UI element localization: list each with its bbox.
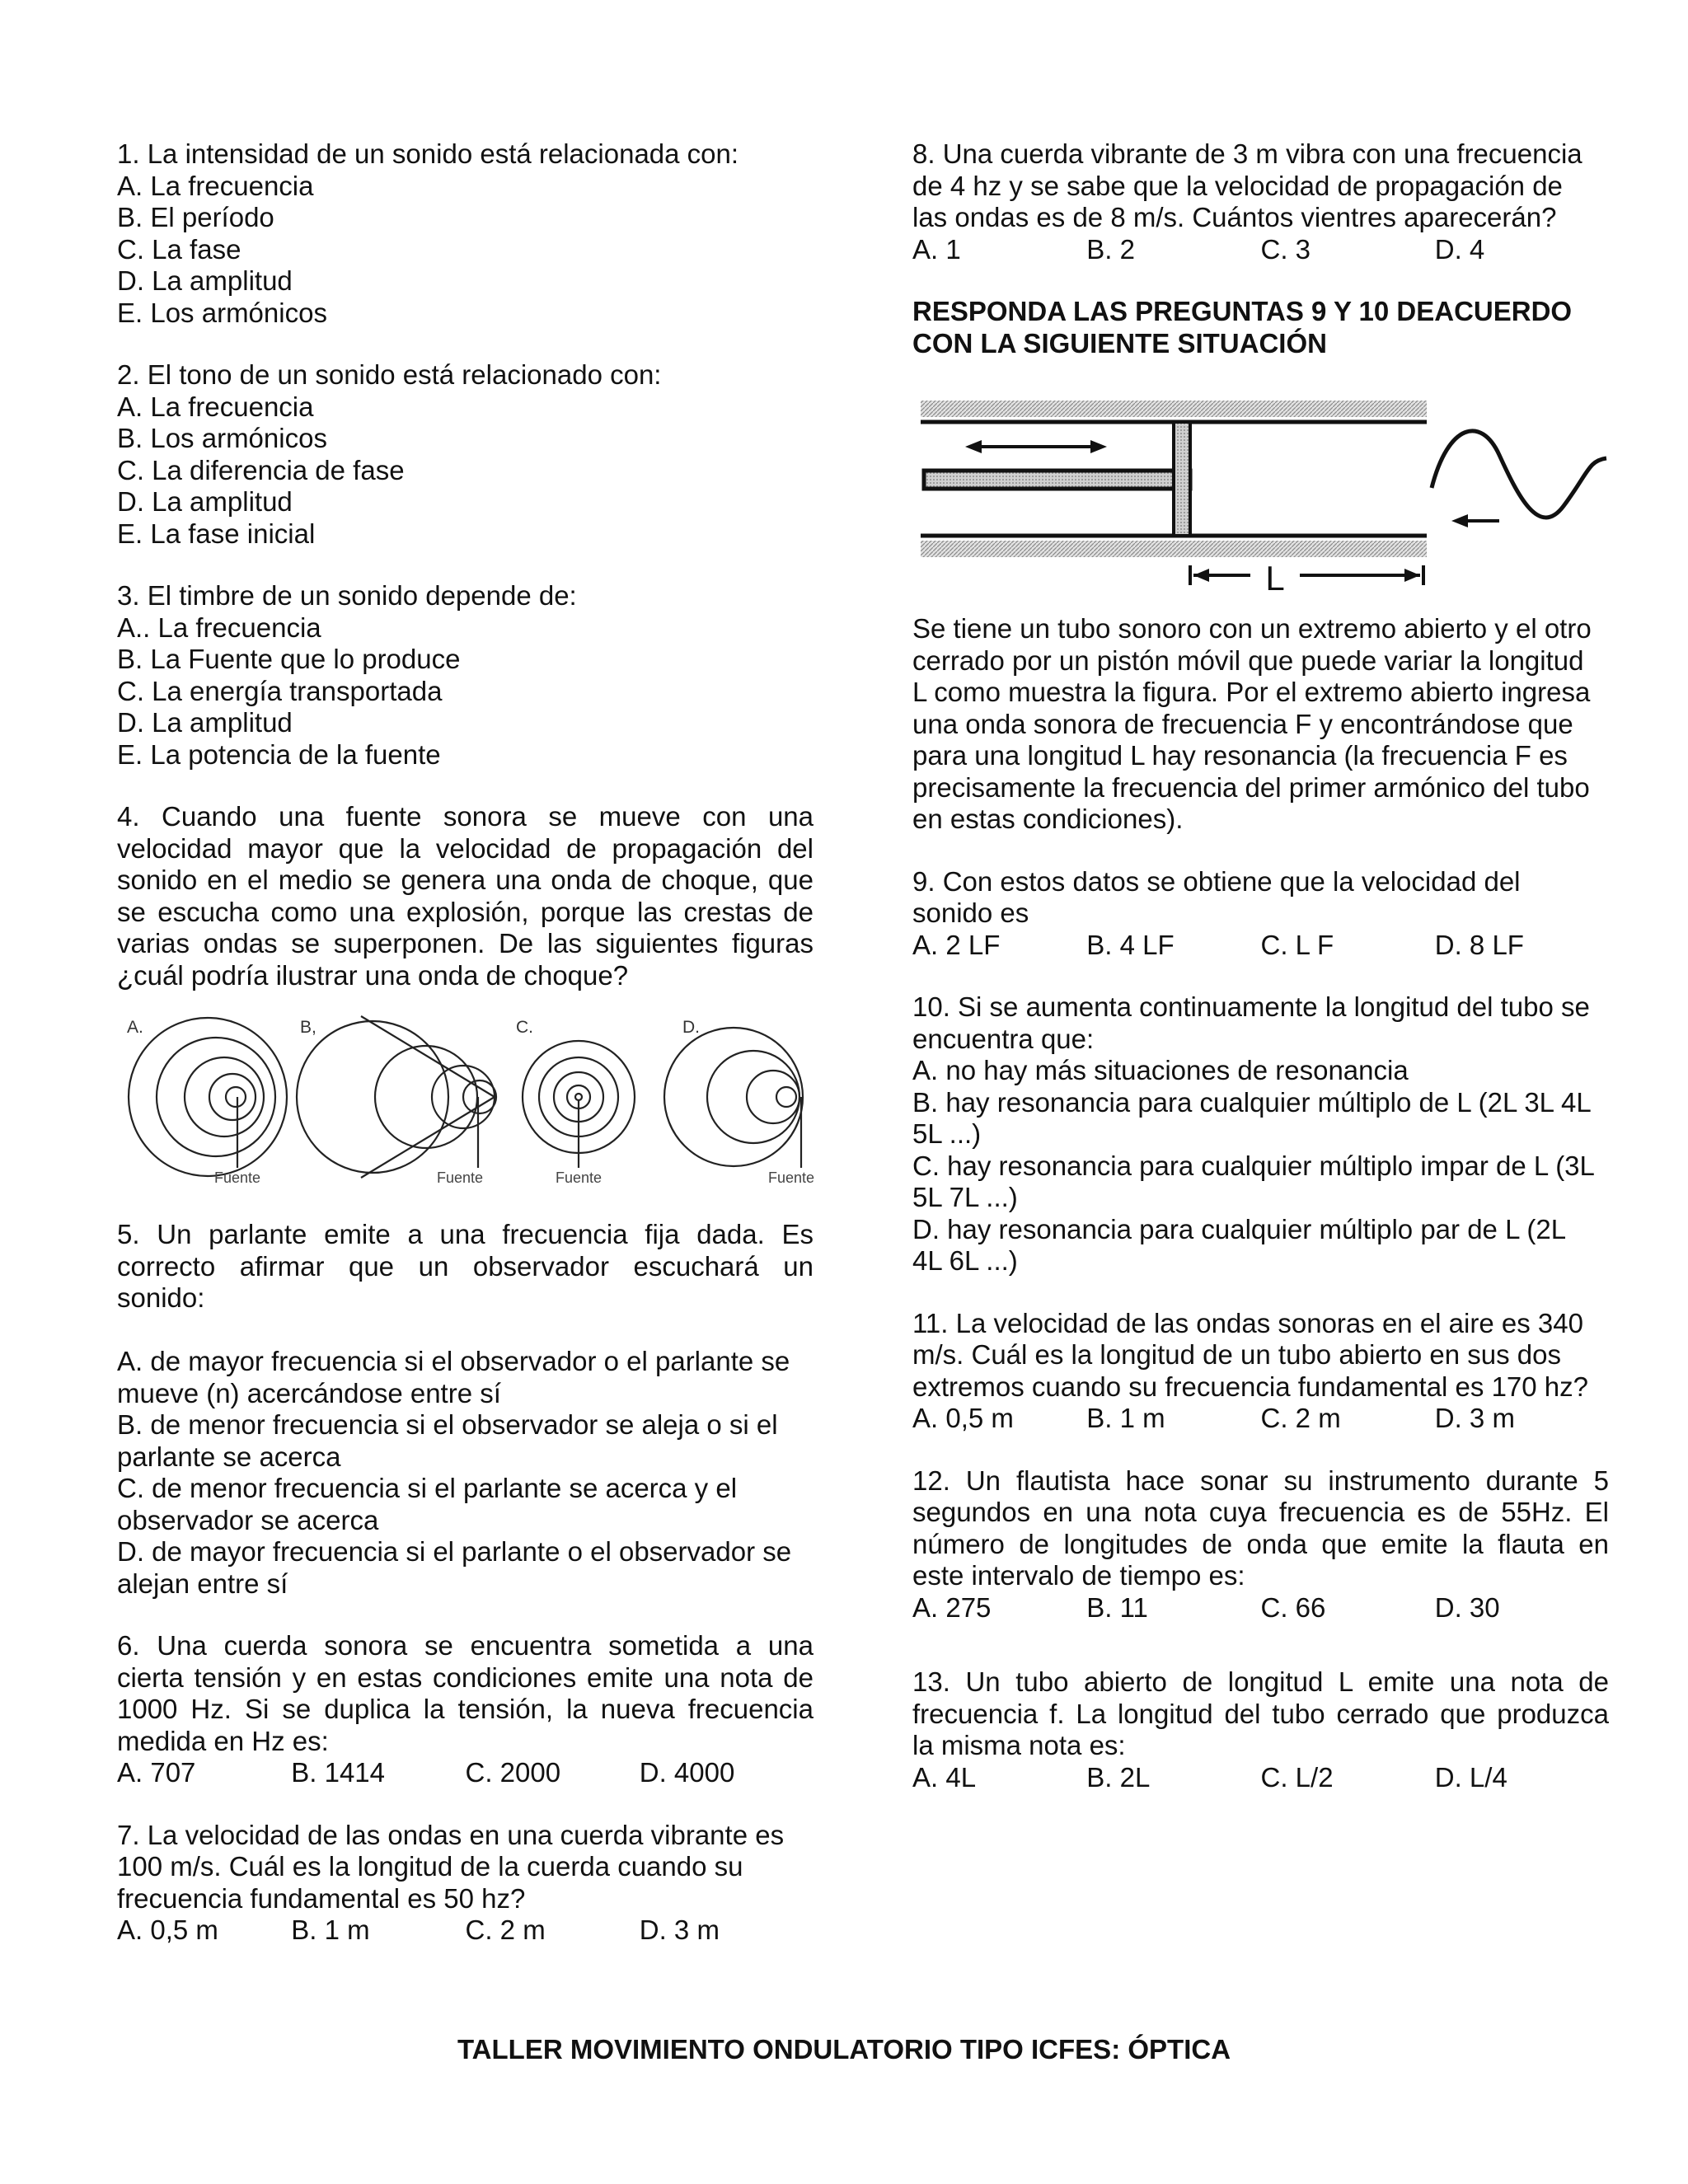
q11-option-d: D. 3 m bbox=[1434, 1403, 1515, 1433]
question-4-line: velocidad mayor que la velocidad de propagación del bbox=[117, 832, 814, 864]
question-6-line: 6. Una cuerda sonora se encuentra sometida a una bbox=[117, 1630, 814, 1661]
question-10-line: encuentra que: bbox=[912, 1023, 1095, 1054]
description-line: en estas condiciones). bbox=[912, 804, 1184, 834]
question-9-line: 9. Con estos datos se obtiene que la velocidad del bbox=[912, 865, 1521, 897]
question-7-line: frecuencia fundamental es 50 hz? bbox=[117, 1882, 526, 1914]
q8-options bbox=[912, 234, 1609, 266]
description-line: para una longitud L hay resonancia (la frecuencia F es bbox=[912, 740, 1568, 771]
question-13 bbox=[912, 1666, 1609, 1793]
section-heading bbox=[912, 296, 1609, 359]
question-10-line: 10. Si se aumenta continuamente la longitud del tubo se bbox=[912, 991, 1590, 1022]
q11-option-b: B. 1 m bbox=[1086, 1403, 1165, 1433]
q9-option-d: D. 8 LF bbox=[1434, 929, 1524, 960]
situation-description bbox=[912, 613, 1609, 836]
piston-head bbox=[1174, 422, 1190, 536]
question-6-line: medida en Hz es: bbox=[117, 1725, 329, 1756]
question-4 bbox=[117, 801, 814, 991]
question-4-line: se escucha como una explosión, porque las crestas de bbox=[117, 896, 814, 927]
q6-option-a: A. 707 bbox=[117, 1757, 196, 1788]
question-5-line: 5. Un parlante emite a una frecuencia fija dada. Es bbox=[117, 1219, 814, 1249]
question-13-line: la misma nota es: bbox=[912, 1730, 1126, 1760]
q13-options bbox=[912, 1762, 1609, 1794]
piston-motion-arrow bbox=[965, 440, 1107, 453]
q1-option-a: A. La frecuencia bbox=[117, 170, 314, 201]
question-3-stem: 3. El timbre de un sonido depende de: bbox=[117, 580, 577, 611]
shock-wave-figure bbox=[117, 1005, 818, 1194]
q10-option-d-cont: 4L 6L ...) bbox=[912, 1245, 1018, 1276]
tube-upper-wall bbox=[921, 401, 1427, 417]
q3-option-d: D. La amplitud bbox=[117, 707, 293, 738]
q10-option-b-cont: 5L ...) bbox=[912, 1118, 982, 1149]
q8-option-a: A. 1 bbox=[912, 233, 961, 265]
q5-option-c-cont: observador se acerca bbox=[117, 1504, 379, 1535]
q10-option-c-cont: 5L 7L ...) bbox=[912, 1182, 1018, 1212]
question-8-line: de 4 hz y se sabe que la velocidad de propagación de bbox=[912, 170, 1563, 201]
question-11-line: extremos cuando su frecuencia fundamental es 170 hz? bbox=[912, 1371, 1589, 1402]
q1-option-b: B. El período bbox=[117, 202, 274, 232]
question-5 bbox=[117, 1219, 814, 1600]
question-8 bbox=[912, 138, 1609, 265]
source-label-a: Fuente bbox=[214, 1169, 261, 1186]
q10-option-b: B. hay resonancia para cualquier múltiplo de L (2L 3L 4L bbox=[912, 1086, 1592, 1118]
question-4-line: varias ondas se superponen. De las siguientes figuras bbox=[117, 928, 814, 958]
q9-option-b: B. 4 LF bbox=[1086, 929, 1175, 960]
q5-option-d-cont: alejan entre sí bbox=[117, 1568, 288, 1599]
q3-option-a: A.. La frecuencia bbox=[117, 612, 321, 643]
question-6-line: 1000 Hz. Si se duplica la tensión, la nueva frecuencia bbox=[117, 1694, 814, 1724]
q2-option-d: D. La amplitud bbox=[117, 486, 293, 517]
q13-option-a: A. 4L bbox=[912, 1761, 977, 1793]
question-8-line: 8. Una cuerda vibrante de 3 m vibra con una frecuencia bbox=[912, 138, 1582, 169]
page-footer-title: TALLER MOVIMIENTO ONDULATORIO TIPO ICFES: ÓPTICA bbox=[457, 2034, 1231, 2064]
q8-option-c: C. 3 bbox=[1260, 233, 1311, 265]
q5-option-a: A. de mayor frecuencia si el observador o el parlante se bbox=[117, 1346, 790, 1376]
question-12-line: segundos en una nota cuya frecuencia es de 55Hz. El bbox=[912, 1497, 1609, 1527]
question-12-line: número de longitudes de onda que emite la flauta en bbox=[912, 1528, 1609, 1559]
question-1-stem: 1. La intensidad de un sonido está relacionada con: bbox=[117, 138, 739, 169]
q5-option-d: D. de mayor frecuencia si el parlante o el observador se bbox=[117, 1536, 792, 1567]
figure-a-circles bbox=[129, 1018, 287, 1176]
q1-option-d: D. La amplitud bbox=[117, 265, 293, 296]
q9-option-c: C. L F bbox=[1260, 929, 1334, 960]
description-line: Se tiene un tubo sonoro con un extremo abierto y el otro bbox=[912, 613, 1592, 644]
question-13-line: 13. Un tubo abierto de longitud L emite una nota de bbox=[912, 1666, 1609, 1697]
question-5-line: correcto afirmar que un observador escuchará un bbox=[117, 1250, 814, 1282]
question-9 bbox=[912, 866, 1609, 962]
section-heading-line: CON LA SIGUIENTE SITUACIÓN bbox=[912, 327, 1327, 359]
question-8-line: las ondas es de 8 m/s. Cuántos vientres aparecerán? bbox=[912, 202, 1557, 232]
incoming-wave-arrow bbox=[1451, 514, 1499, 527]
q6-option-d: D. 4000 bbox=[639, 1757, 735, 1788]
question-2-stem: 2. El tono de un sonido está relacionado con: bbox=[117, 359, 662, 390]
q2-option-c: C. La diferencia de fase bbox=[117, 454, 405, 485]
q2-option-e: E. La fase inicial bbox=[117, 518, 316, 549]
q3-option-c: C. La energía transportada bbox=[117, 675, 443, 706]
q13-option-c: C. L/2 bbox=[1260, 1761, 1334, 1793]
sound-wave-icon bbox=[1432, 431, 1606, 518]
q5-option-a-cont: mueve (n) acercándose entre sí bbox=[117, 1377, 501, 1408]
q5-option-b-cont: parlante se acerca bbox=[117, 1441, 341, 1472]
q13-option-b: B. 2L bbox=[1086, 1761, 1151, 1793]
question-10 bbox=[912, 991, 1609, 1277]
q6-option-c: C. 2000 bbox=[465, 1757, 561, 1788]
question-4-line: sonido en el medio se genera una onda de choque, que bbox=[117, 865, 814, 895]
section-heading-line: RESPONDA LAS PREGUNTAS 9 Y 10 DEACUERDO bbox=[912, 296, 1573, 326]
question-5-line: sonido: bbox=[117, 1282, 205, 1313]
question-12-line: 12. Un flautista hace sonar su instrumento durante 5 bbox=[912, 1465, 1609, 1496]
question-13-line: frecuencia f. La longitud del tubo cerrado que produzca bbox=[912, 1698, 1609, 1729]
q8-option-b: B. 2 bbox=[1086, 233, 1135, 265]
description-line: L como muestra la figura. Por el extremo abierto ingresa bbox=[912, 677, 1591, 707]
q7-options bbox=[117, 1915, 814, 1947]
q6-option-b: B. 1414 bbox=[291, 1757, 386, 1788]
piston-rod bbox=[924, 471, 1190, 489]
source-label-b: Fuente bbox=[437, 1169, 484, 1186]
question-1 bbox=[117, 138, 814, 329]
question-6 bbox=[117, 1630, 814, 1789]
q7-option-a: A. 0,5 m bbox=[117, 1915, 218, 1945]
q2-option-a: A. La frecuencia bbox=[117, 391, 314, 422]
question-11-line: m/s. Cuál es la longitud de un tubo abierto en sus dos bbox=[912, 1339, 1561, 1370]
question-4-line: ¿cuál podría ilustrar una onda de choque? bbox=[117, 959, 629, 991]
figure-letter-a: A. bbox=[127, 1018, 143, 1037]
figure-b-circles bbox=[297, 1016, 496, 1178]
q10-option-c: C. hay resonancia para cualquier múltiplo impar de L (3L bbox=[912, 1150, 1595, 1181]
q2-option-b: B. Los armónicos bbox=[117, 423, 327, 453]
q3-option-e: E. La potencia de la fuente bbox=[117, 738, 441, 770]
question-3 bbox=[117, 580, 814, 771]
question-9-line: sonido es bbox=[912, 898, 1029, 928]
figure-letter-d: D. bbox=[682, 1018, 700, 1037]
description-line: cerrado por un pistón móvil que puede variar la longitud bbox=[912, 644, 1584, 676]
tube-piston-figure bbox=[912, 382, 1609, 605]
q11-option-a: A. 0,5 m bbox=[912, 1403, 1014, 1433]
q8-option-d: D. 4 bbox=[1434, 233, 1485, 265]
question-11-line: 11. La velocidad de las ondas sonoras en el aire es 340 bbox=[912, 1307, 1583, 1338]
question-2 bbox=[117, 359, 814, 550]
figure-letter-c: C. bbox=[516, 1018, 533, 1037]
tube-lower-wall bbox=[921, 541, 1427, 557]
q9-option-a: A. 2 LF bbox=[912, 929, 1001, 960]
description-line: una onda sonora de frecuencia F y encontrándose que bbox=[912, 708, 1573, 739]
q3-option-b: B. La Fuente que lo produce bbox=[117, 644, 461, 674]
q10-option-a: A. no hay más situaciones de resonancia bbox=[912, 1055, 1409, 1085]
q7-option-c: C. 2 m bbox=[465, 1915, 546, 1945]
q13-option-d: D. L/4 bbox=[1434, 1761, 1507, 1793]
source-label-c: Fuente bbox=[556, 1169, 603, 1186]
q12-option-d: D. 30 bbox=[1434, 1591, 1500, 1623]
q12-options bbox=[912, 1592, 1609, 1624]
q7-option-d: D. 3 m bbox=[639, 1915, 720, 1945]
q10-option-d: D. hay resonancia para cualquier múltiplo par de L (2L bbox=[912, 1213, 1567, 1244]
question-12 bbox=[912, 1465, 1609, 1624]
length-indicator bbox=[1190, 565, 1423, 585]
right-column bbox=[912, 138, 1609, 1824]
q12-option-a: A. 275 bbox=[912, 1591, 992, 1623]
q5-option-c: C. de menor frecuencia si el parlante se acerca y el bbox=[117, 1473, 738, 1503]
q11-option-c: C. 2 m bbox=[1260, 1403, 1341, 1433]
q12-option-c: C. 66 bbox=[1260, 1591, 1326, 1623]
left-column bbox=[117, 138, 814, 1977]
figure-d-circles bbox=[664, 1028, 803, 1168]
q6-options bbox=[117, 1757, 814, 1789]
q12-option-b: B. 11 bbox=[1086, 1591, 1148, 1623]
q5-option-b: B. de menor frecuencia si el observador se aleja o si el bbox=[117, 1409, 778, 1440]
question-12-line: este intervalo de tiempo es: bbox=[912, 1560, 1245, 1591]
q1-option-c: C. La fase bbox=[117, 233, 241, 265]
q1-option-e: E. Los armónicos bbox=[117, 297, 327, 328]
q9-options bbox=[912, 930, 1609, 962]
question-7 bbox=[117, 1820, 814, 1947]
q11-options bbox=[912, 1403, 1609, 1435]
source-label-d: Fuente bbox=[768, 1169, 815, 1186]
question-6-line: cierta tensión y en estas condiciones emite una nota de bbox=[117, 1661, 814, 1693]
question-7-line: 7. La velocidad de las ondas en una cuerda vibrante es bbox=[117, 1819, 785, 1850]
figure-c-circles bbox=[523, 1041, 635, 1168]
question-11 bbox=[912, 1308, 1609, 1435]
q7-option-b: B. 1 m bbox=[291, 1915, 370, 1945]
question-7-line: 100 m/s. Cuál es la longitud de la cuerda cuando su bbox=[117, 1851, 743, 1882]
figure-letter-b: B, bbox=[300, 1018, 316, 1037]
spacer bbox=[117, 1315, 814, 1347]
question-4-line: 4. Cuando una fuente sonora se mueve con una bbox=[117, 801, 814, 832]
description-line: precisamente la frecuencia del primer armónico del tubo bbox=[912, 771, 1590, 803]
length-label: L bbox=[1265, 559, 1285, 598]
